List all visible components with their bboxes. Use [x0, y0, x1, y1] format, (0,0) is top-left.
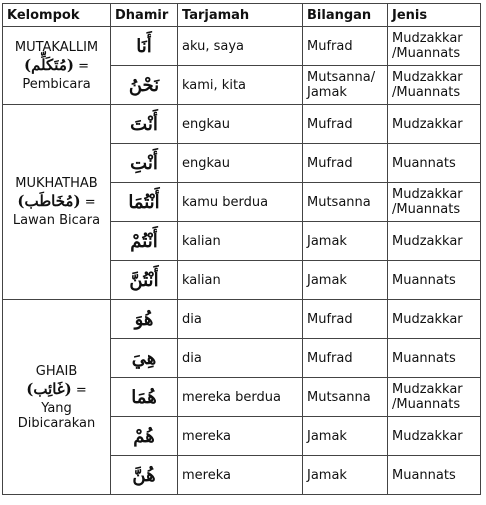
table-row [3, 105, 481, 144]
tarjamah-cell: engkau [178, 144, 303, 183]
tarjamah-cell: kalian [178, 222, 303, 261]
group-meaning: Yang Dibicarakan [17, 400, 96, 431]
header-jenis: Jenis [388, 4, 481, 27]
tarjamah-cell: aku, saya [178, 27, 303, 66]
bilangan-cell: Mutsanna/ Jamak [303, 66, 388, 105]
group-arabic-line [5, 379, 108, 398]
bilangan-cell: Mufrad [303, 339, 388, 378]
dhamir-cell: هُوَ [111, 300, 178, 339]
group-arabic-term: (مُتَكَلِّم) [23, 55, 74, 74]
bilangan-cell: Jamak [303, 222, 388, 261]
group-name: MUKHATHAB [15, 176, 98, 191]
bilangan-cell: Jamak [303, 261, 388, 300]
group-name: GHAIB [35, 363, 78, 379]
dhamir-table [2, 3, 481, 495]
group-arabic-line [5, 55, 108, 74]
header-kelompok: Kelompok [3, 4, 111, 27]
jenis-cell: Mudzakkar [388, 417, 481, 456]
jenis-cell: Muannats [388, 144, 481, 183]
group-cell-ghaib [3, 300, 111, 495]
jenis-cell: Muannats [388, 339, 481, 378]
jenis-cell: Mudzakkar /Muannats [388, 378, 481, 417]
header-row [3, 4, 481, 27]
group-arabic-line [5, 194, 108, 210]
jenis-cell: Mudzakkar [388, 105, 481, 144]
header-bilangan: Bilangan [303, 4, 388, 27]
dhamir-cell: هُمَا [111, 378, 178, 417]
dhamir-cell: أَنَا [111, 27, 178, 66]
bilangan-cell: Jamak [303, 417, 388, 456]
dhamir-cell: نَحْنُ [111, 66, 178, 105]
header-tarjamah: Tarjamah [178, 4, 303, 27]
bilangan-cell: Mufrad [303, 27, 388, 66]
group-equals-sign: = [78, 58, 90, 74]
bilangan-cell: Mufrad [303, 300, 388, 339]
tarjamah-cell: dia [178, 300, 303, 339]
header-dhamir: Dhamir [111, 4, 178, 27]
tarjamah-cell: kami, kita [178, 66, 303, 105]
tarjamah-cell: kalian [178, 261, 303, 300]
bilangan-cell: Jamak [303, 456, 388, 495]
dhamir-cell: هُنَّ [111, 456, 178, 495]
jenis-cell: Muannats [388, 456, 481, 495]
dhamir-cell: أَنْتُمْ [111, 222, 178, 261]
jenis-cell: Mudzakkar /Muannats [388, 27, 481, 66]
tarjamah-cell: mereka berdua [178, 378, 303, 417]
tarjamah-cell: mereka [178, 456, 303, 495]
jenis-cell: Muannats [388, 261, 481, 300]
dhamir-cell: هِيَ [111, 339, 178, 378]
dhamir-cell: أَنْتُمَا [111, 183, 178, 222]
jenis-cell: Mudzakkar /Muannats [388, 183, 481, 222]
jenis-cell: Mudzakkar /Muannats [388, 66, 481, 105]
group-cell-mukhathab [3, 105, 111, 300]
bilangan-cell: Mutsanna [303, 183, 388, 222]
group-cell-mutakallim [3, 27, 111, 105]
dhamir-cell: أَنْتَ [111, 105, 178, 144]
bilangan-cell: Mufrad [303, 144, 388, 183]
group-arabic-term: (مُخَاطَب) [17, 192, 81, 210]
bilangan-cell: Mufrad [303, 105, 388, 144]
tarjamah-cell: kamu berdua [178, 183, 303, 222]
group-equals-sign: = [75, 382, 87, 398]
tarjamah-cell: engkau [178, 105, 303, 144]
table-body [3, 27, 481, 495]
dhamir-cell: أَنْتُنَّ [111, 261, 178, 300]
tarjamah-cell: dia [178, 339, 303, 378]
dhamir-cell: أَنْتِ [111, 144, 178, 183]
jenis-cell: Mudzakkar [388, 300, 481, 339]
table-row [3, 300, 481, 339]
table-row [3, 27, 481, 66]
dhamir-cell: هُمْ [111, 417, 178, 456]
group-meaning: Lawan Bicara [12, 213, 101, 228]
group-name: MUTAKALLIM [14, 39, 99, 55]
group-meaning: Pembicara [22, 76, 91, 92]
group-arabic-term: (غَائِب) [26, 379, 72, 398]
tarjamah-cell: mereka [178, 417, 303, 456]
group-equals-sign: = [84, 195, 96, 210]
jenis-cell: Mudzakkar [388, 222, 481, 261]
bilangan-cell: Mutsanna [303, 378, 388, 417]
